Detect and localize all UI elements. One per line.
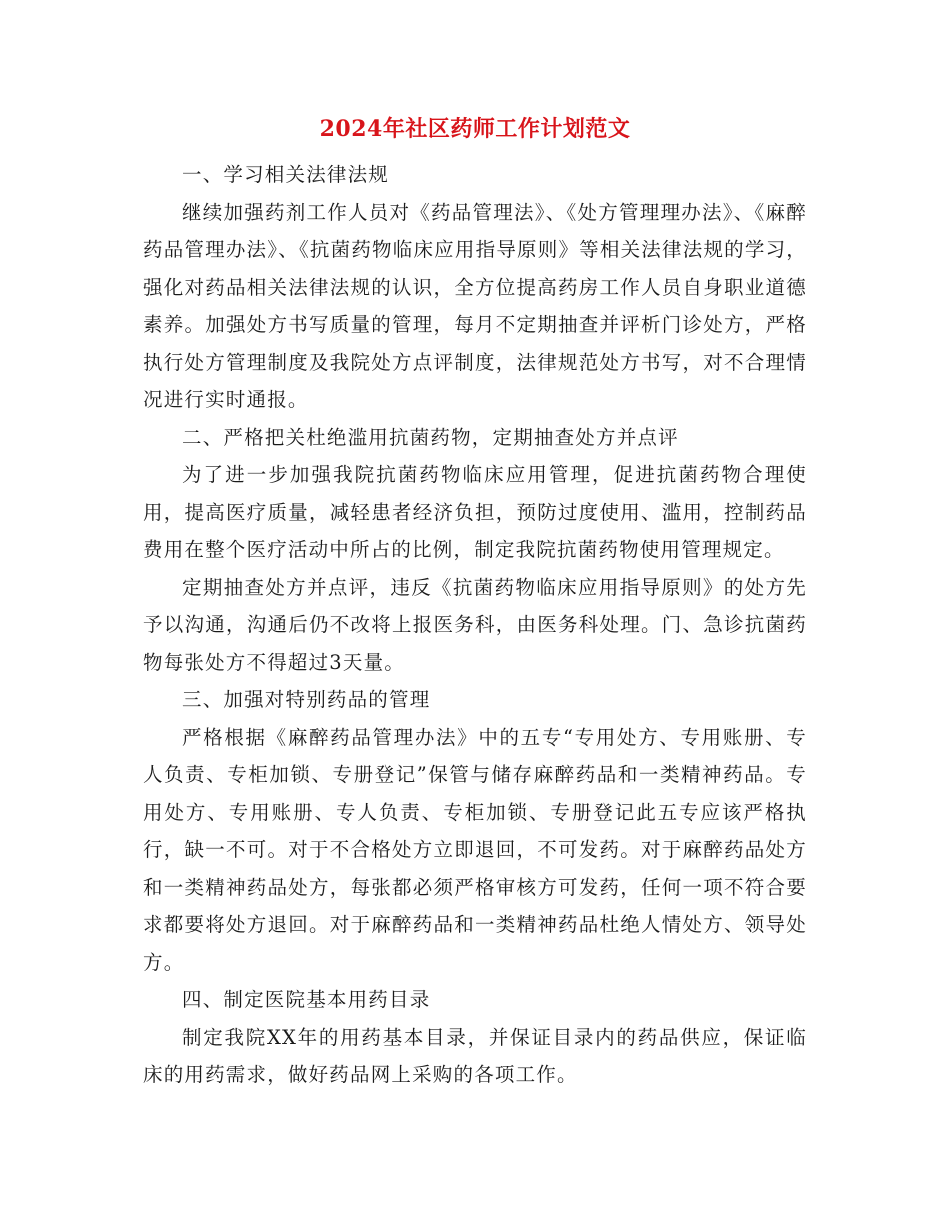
paragraph: 定期抽查处方并点评，违反《抗菌药物临床应用指导原则》的处方先予以沟通，沟通后仍不改将上报医务科，由医务科处理。门、急诊抗菌药物每张处方不得超过3天量。 bbox=[143, 575, 807, 674]
section-heading-1: 一、学习相关法律法规 bbox=[182, 163, 390, 186]
paragraph: 继续加强药剂工作人员对《药品管理法》、《处方管理理办法》、《麻醉药品管理办法》、《抗菌药物临床应用指导原则》等相关法律法规的学习，强化对药品相关法律法规的认识，全方位提高药房工作人员自身职业道德素养。加强处方书写质量的管理，每月不定期抽查并评析门诊处方，严格执行处方管理制度及我院处方点评制度，法律规范处方书写，对不合理情况进行实时通报。 bbox=[143, 200, 807, 411]
paragraph: 为了进一步加强我院抗菌药物临床应用管理，促进抗菌药物合理使用，提高医疗质量，减轻患者经济负担，预防过度使用、滥用，控制药品费用在整个医疗活动中所占的比例，制定我院抗菌药物使用管理规定。 bbox=[143, 463, 807, 561]
document-title: 2024年社区药师工作计划范文 bbox=[319, 116, 631, 142]
section-heading-2: 二、严格把关杜绝滥用抗菌药物，定期抽查处方并点评 bbox=[182, 425, 679, 449]
section-heading-4: 四、制定医院基本用药目录 bbox=[182, 988, 431, 1011]
document-body bbox=[143, 156, 807, 1094]
paragraph: 严格根据《麻醉药品管理办法》中的五专“专用处方、专用账册、专人负责、专柜加锁、专册登记”保管与储存麻醉药品和一类精神药品。专用处方、专用账册、专人负责、专柜加锁、专册登记此五专应该严格执行，缺一不可。对于不合格处方立即退回，不可发药。对于麻醉药品处方和一类精神药品处方，每张都必须严格审核方可发药，任何一项不符合要求都要将处方退回。对于麻醉药品和一类精神药品杜绝人情处方、领导处方。 bbox=[143, 725, 807, 974]
paragraph: 制定我院XX年的用药基本目录，并保证目录内的药品供应，保证临床的用药需求，做好药品网上采购的各项工作。 bbox=[143, 1025, 807, 1086]
section-heading-3: 三、加强对特别药品的管理 bbox=[182, 688, 431, 711]
